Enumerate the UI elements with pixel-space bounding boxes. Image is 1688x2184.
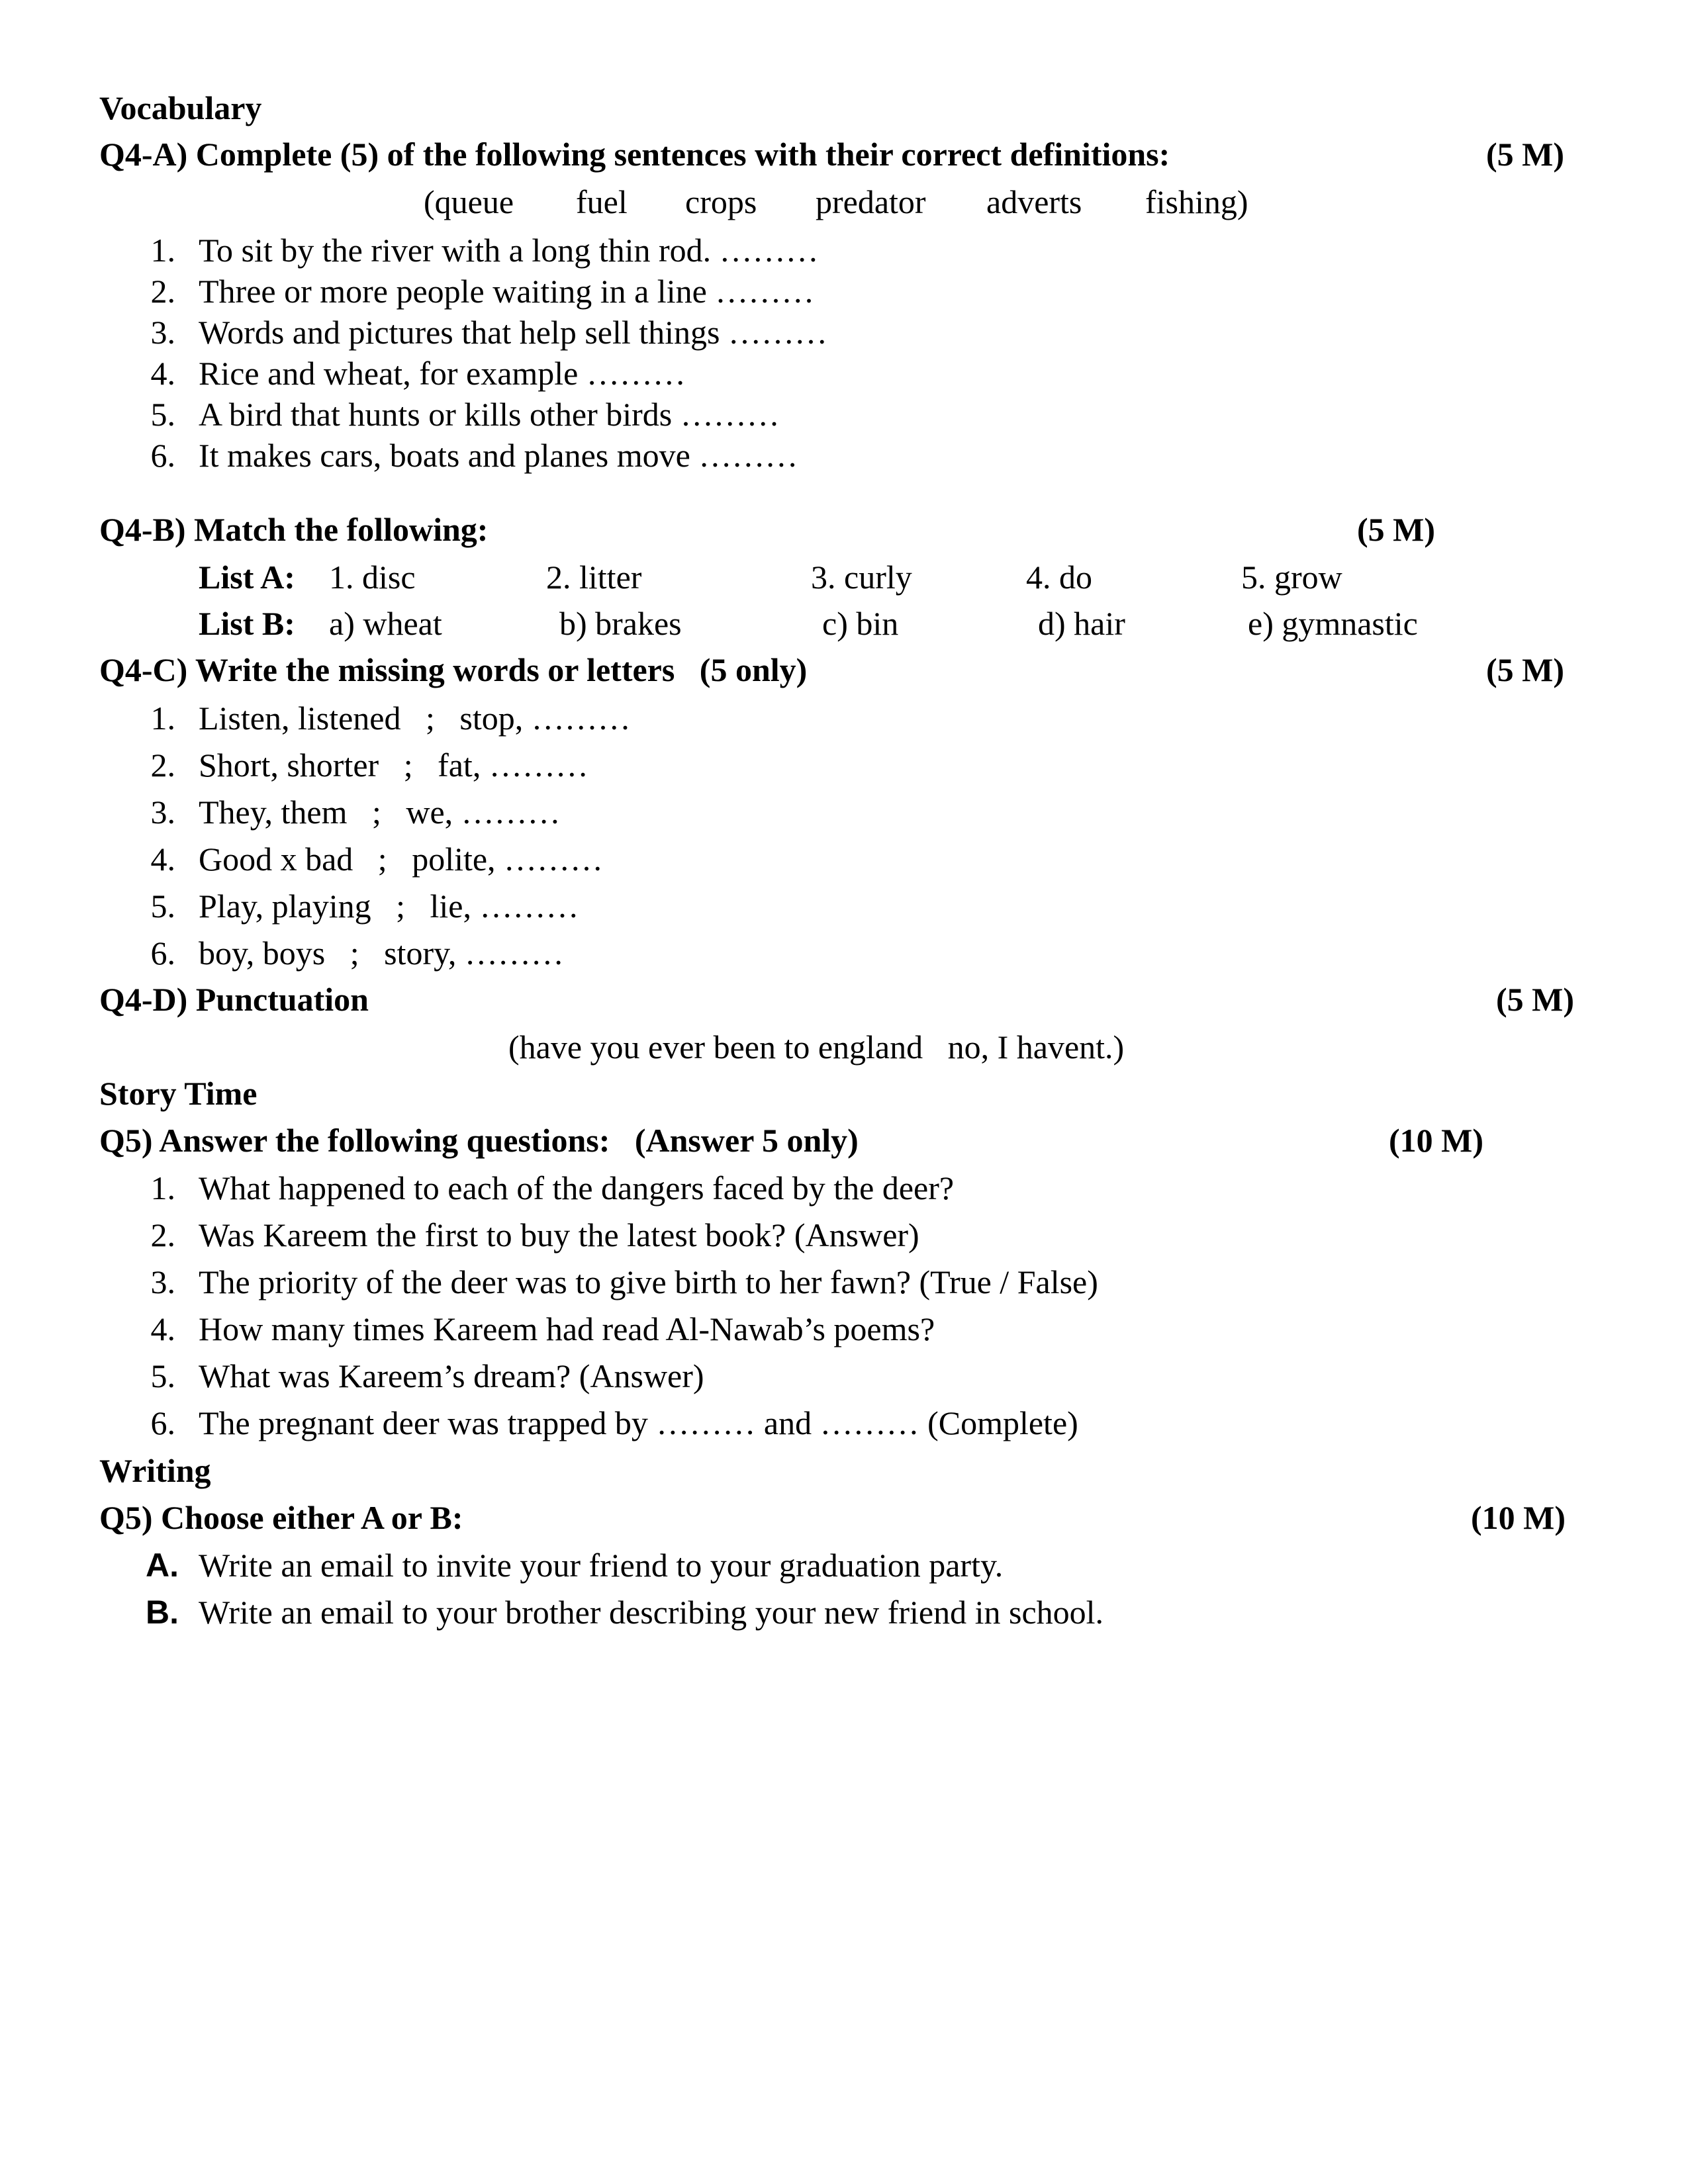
- section-heading-story-time: Story Time: [99, 1075, 258, 1112]
- list-item: Three or more people waiting in a line ………: [199, 273, 815, 310]
- list-item: What was Kareem’s dream? (Answer): [199, 1357, 704, 1394]
- list-b-item: e) gymnastic: [1248, 605, 1418, 642]
- writing-option-b: Write an email to your brother describing your new friend in school.: [199, 1594, 1104, 1631]
- list-item: The pregnant deer was trapped by ……… and ……… (Complete): [199, 1404, 1078, 1441]
- section-heading-writing: Writing: [99, 1452, 211, 1489]
- list-item-number: 2.: [150, 747, 175, 784]
- list-item: What happened to each of the dangers faced by the deer?: [199, 1169, 955, 1206]
- list-a-item: 1. disc: [329, 559, 416, 596]
- list-a-item: 2. litter: [546, 559, 642, 596]
- list-item-number: 4.: [150, 355, 175, 392]
- q4c-marks: (5 M): [1486, 651, 1564, 688]
- q5-writing-marks: (10 M): [1471, 1499, 1566, 1536]
- list-item-number: 5.: [150, 1357, 175, 1394]
- option-letter: B.: [146, 1594, 179, 1631]
- word-bank-item: fuel: [576, 183, 628, 220]
- section-heading-vocabulary: Vocabulary: [99, 89, 262, 126]
- list-b-item: a) wheat: [329, 605, 442, 642]
- list-item: Good x bad ; polite, ………: [199, 841, 604, 878]
- list-item-number: 3.: [150, 794, 175, 831]
- list-item: How many times Kareem had read Al-Nawab’s poems?: [199, 1310, 935, 1347]
- writing-option-a: Write an email to invite your friend to your graduation party.: [199, 1547, 1004, 1584]
- punctuation-sentence: (have you ever been to england no, I havent.): [508, 1028, 1125, 1066]
- option-letter: A.: [146, 1547, 179, 1584]
- list-item-number: 5.: [150, 396, 175, 433]
- q4a-title: Q4-A) Complete (5) of the following sentences with their correct definitions:: [99, 136, 1170, 173]
- list-item: Play, playing ; lie, ………: [199, 887, 579, 925]
- list-item: Rice and wheat, for example ………: [199, 355, 686, 392]
- q4b-marks: (5 M): [1357, 511, 1435, 548]
- list-item: A bird that hunts or kills other birds ………: [199, 396, 780, 433]
- list-item: Words and pictures that help sell things ………: [199, 314, 827, 351]
- list-a-label: List A:: [199, 559, 295, 596]
- q5-story-marks: (10 M): [1389, 1122, 1483, 1159]
- list-b-item: b) brakes: [559, 605, 682, 642]
- list-item: Listen, listened ; stop, ………: [199, 700, 631, 737]
- list-a-item: 5. grow: [1241, 559, 1342, 596]
- list-item-number: 1.: [150, 232, 175, 269]
- list-item: They, them ; we, ………: [199, 794, 561, 831]
- list-b-label: List B:: [199, 605, 295, 642]
- word-bank-item: fishing): [1145, 183, 1248, 220]
- list-item-number: 4.: [150, 841, 175, 878]
- list-b-item: c) bin: [822, 605, 899, 642]
- list-item-number: 6.: [150, 1404, 175, 1441]
- q4b-title: Q4-B) Match the following:: [99, 511, 489, 548]
- list-item-number: 3.: [150, 1263, 175, 1300]
- q4c-title: Q4-C) Write the missing words or letters (5 only): [99, 651, 808, 688]
- word-bank-item: predator: [816, 183, 926, 220]
- q4a-marks: (5 M): [1486, 136, 1564, 173]
- list-item: It makes cars, boats and planes move ………: [199, 437, 798, 474]
- list-item: boy, boys ; story, ………: [199, 934, 564, 972]
- list-item-number: 6.: [150, 437, 175, 474]
- q4d-marks: (5 M): [1496, 981, 1574, 1018]
- list-item: Short, shorter ; fat, ………: [199, 747, 588, 784]
- list-a-item: 3. curly: [811, 559, 912, 596]
- list-item-number: 3.: [150, 314, 175, 351]
- list-a-item: 4. do: [1026, 559, 1092, 596]
- list-b-item: d) hair: [1038, 605, 1125, 642]
- list-item-number: 6.: [150, 934, 175, 972]
- word-bank-item: crops: [685, 183, 757, 220]
- q4d-title: Q4-D) Punctuation: [99, 981, 369, 1018]
- q5-story-title: Q5) Answer the following questions: (Answer 5 only): [99, 1122, 859, 1159]
- word-bank-item: adverts: [986, 183, 1082, 220]
- list-item-number: 4.: [150, 1310, 175, 1347]
- word-bank-item: (queue: [424, 183, 514, 220]
- list-item: To sit by the river with a long thin rod. ………: [199, 232, 819, 269]
- list-item: The priority of the deer was to give birth to her fawn? (True / False): [199, 1263, 1098, 1300]
- q5-writing-title: Q5) Choose either A or B:: [99, 1499, 463, 1536]
- list-item-number: 1.: [150, 700, 175, 737]
- list-item: Was Kareem the first to buy the latest book? (Answer): [199, 1216, 919, 1253]
- list-item-number: 2.: [150, 273, 175, 310]
- list-item-number: 2.: [150, 1216, 175, 1253]
- list-item-number: 5.: [150, 887, 175, 925]
- list-item-number: 1.: [150, 1169, 175, 1206]
